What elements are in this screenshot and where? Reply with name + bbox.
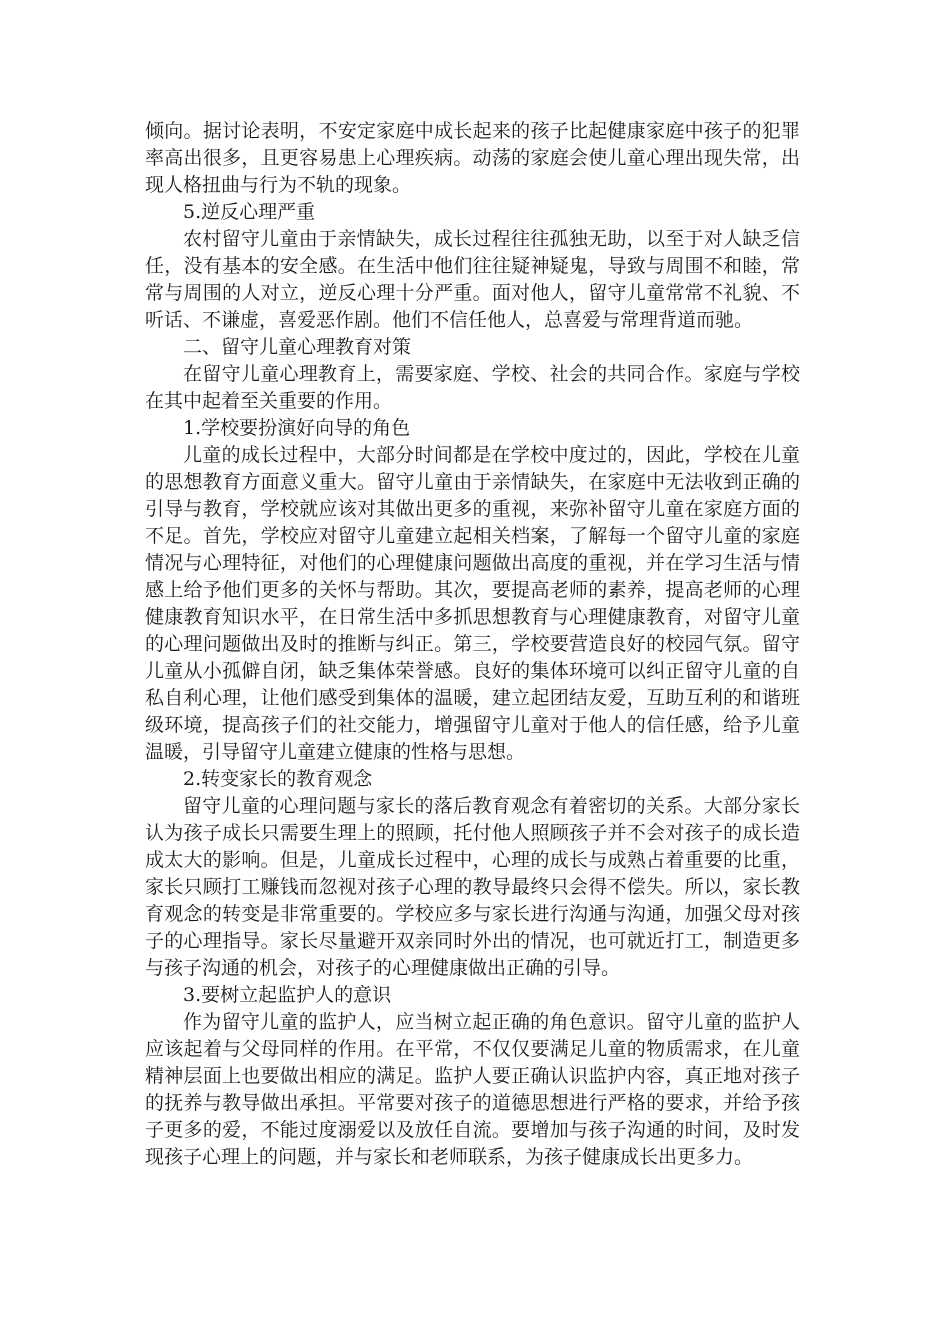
paragraph-continuation: 倾向。据讨论表明，不安定家庭中成长起来的孩子比起健康家庭中孩子的犯罪率高出很多，且更容易患上心理疾病。动荡的家庭会使儿童心理出现失常，出现人格扭曲与行为不轨的现象。 bbox=[145, 120, 800, 196]
paragraph: 作为留守儿童的监护人，应当树立起正确的角色意识。留守儿童的监护人应该起着与父母同样的作用。在平常，不仅仅要满足儿童的物质需求，在儿童精神层面上也要做出相应的满足。监护人要正确认识监护内容，真正地对孩子的抚养与教导做出承担。平常要对孩子的道德思想进行严格的要求，并给予孩子更多的爱，不能过度溺爱以及放任自流。要增加与孩子沟通的时间，及时发现孩子心理上的问题，并与家长和老师联系，为孩子健康成长出更多力。 bbox=[145, 1011, 800, 1168]
paragraph: 农村留守儿童由于亲情缺失，成长过程往往孤独无助，以至于对人缺乏信任，没有基本的安全感。在生活中他们往往疑神疑鬼，导致与周围不和睦，常常与周围的人对立，逆反心理十分严重。面对他人，留守儿童常常不礼貌、不听话、不谦虚，喜爱恶作剧。他们不信任他人，总喜爱与常理背道而驰。 bbox=[145, 228, 800, 331]
paragraph: 在留守儿童心理教育上，需要家庭、学校、社会的共同合作。家庭与学校在其中起着至关重要的作用。 bbox=[145, 363, 800, 412]
section-heading-part-2: 二、留守儿童心理教育对策 bbox=[183, 336, 412, 358]
section-heading-3: 3.要树立起监护人的意识 bbox=[183, 984, 392, 1006]
paragraph: 儿童的成长过程中，大部分时间都是在学校中度过的，因此，学校在儿童的思想教育方面意义重大。留守儿童由于亲情缺失，在家庭中无法收到正确的引导与教育，学校就应该对其做出更多的重视，来弥补留守儿童在家庭方面的不足。首先，学校应对留守儿童建立起相关档案，了解每一个留守儿童的家庭情况与心理特征，对他们的心理健康问题做出高度的重视，并在学习生活与情感上给予他们更多的关怀与帮助。其次，要提高老师的素养，提高老师的心理健康教育知识水平，在日常生活中多抓思想教育与心理健康教育，对留守儿童的心理问题做出及时的推断与纠正。第三，学校要营造良好的校园气氛。留守儿童从小孤僻自闭，缺乏集体荣誉感。良好的集体环境可以纠正留守儿童的自私自利心理，让他们感受到集体的温暖，建立起团结友爱，互助互利的和谐班级环境，提高孩子们的社交能力，增强留守儿童对于他人的信任感，给予儿童温暖，引导留守儿童建立健康的性格与思想。 bbox=[145, 444, 800, 763]
section-heading-5: 5.逆反心理严重 bbox=[183, 201, 316, 223]
section-heading-2: 2.转变家长的教育观念 bbox=[183, 768, 373, 790]
paragraph: 留守儿童的心理问题与家长的落后教育观念有着密切的关系。大部分家长认为孩子成长只需要生理上的照顾，托付他人照顾孩子并不会对孩子的成长造成太大的影响。但是，儿童成长过程中，心理的成长与成熟占着重要的比重，家长只顾打工赚钱而忽视对孩子心理的教导最终只会得不偿失。所以，家长教育观念的转变是非常重要的。学校应多与家长进行沟通与沟通，加强父母对孩子的心理指导。家长尽量避开双亲同时外出的情况，也可就近打工，制造更多与孩子沟通的机会，对孩子的心理健康做出正确的引导。 bbox=[145, 795, 800, 979]
section-heading-1: 1.学校要扮演好向导的角色 bbox=[183, 417, 411, 439]
document-body bbox=[145, 118, 800, 1171]
